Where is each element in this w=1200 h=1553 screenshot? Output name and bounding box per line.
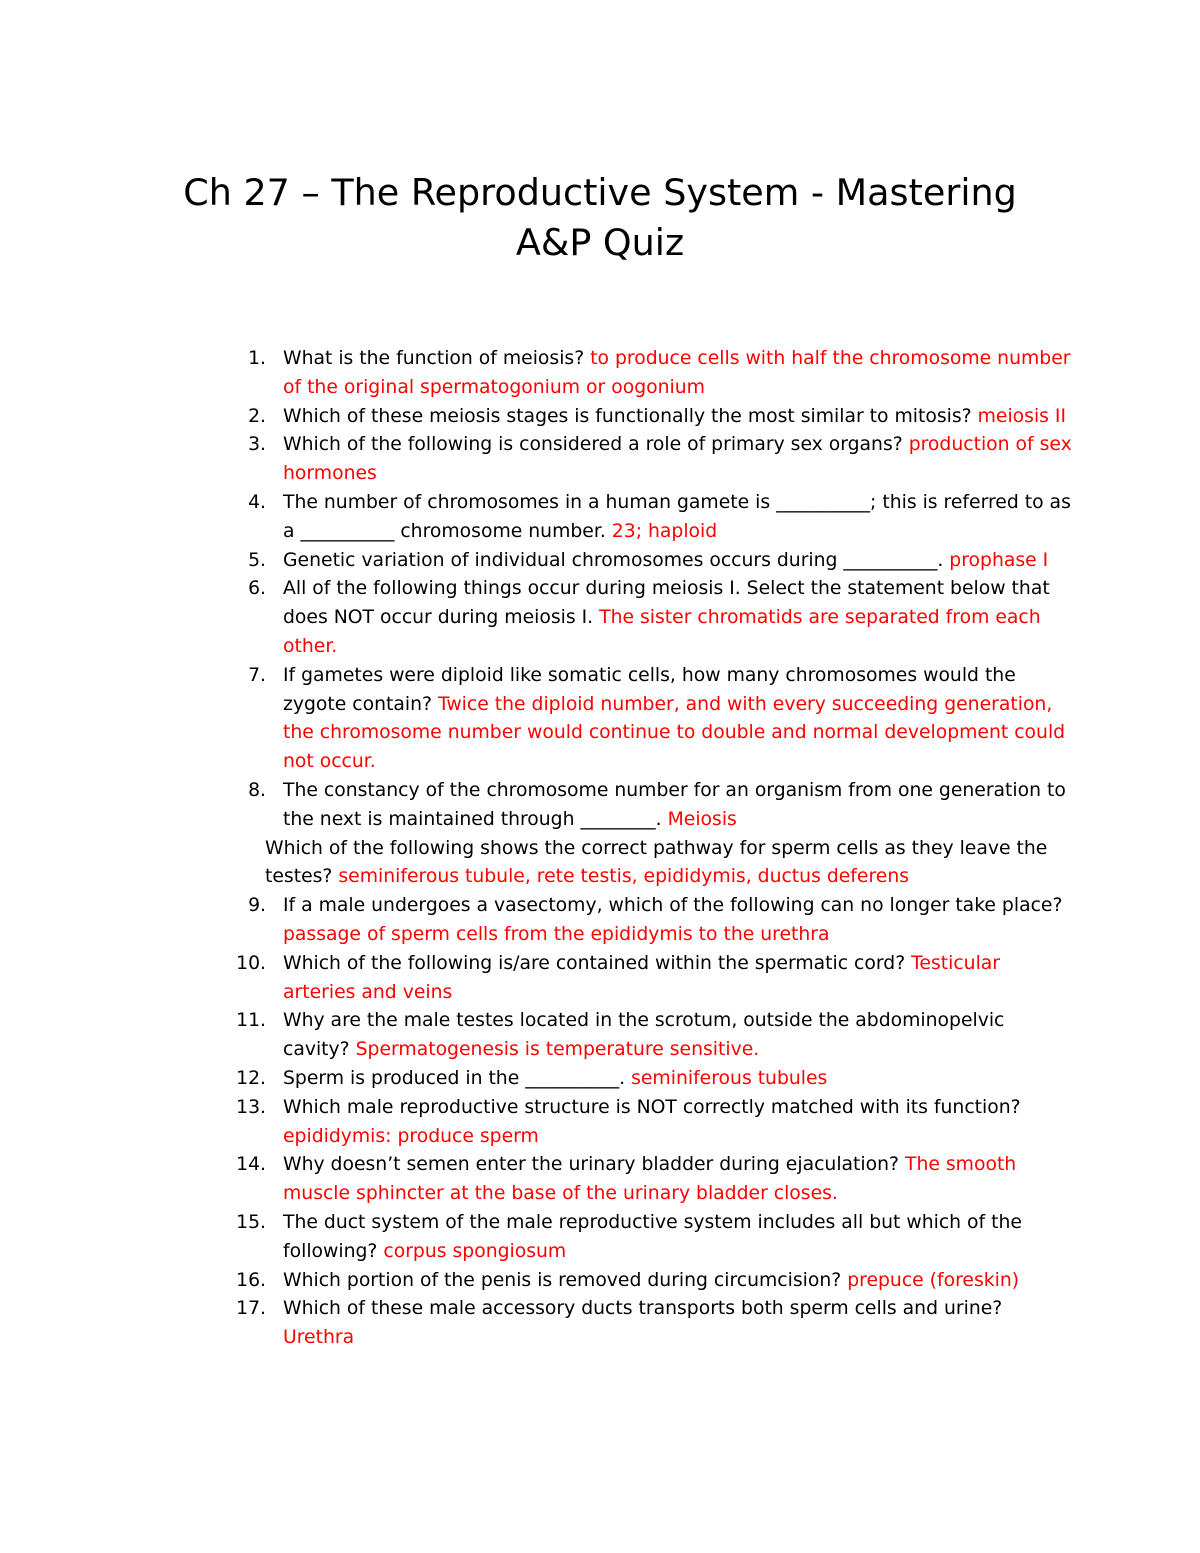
list-item [0,575,1073,661]
list-item [0,950,1073,1008]
list-item [0,1094,1073,1152]
list-item [0,1267,1073,1296]
answer-text: seminiferous tubules [631,1067,828,1089]
item-number: 12. [236,1067,266,1089]
item-number: 1. [248,348,266,369]
answer-text: The sister chromatids are separated from each other. [283,607,1041,657]
answer-text: to produce cells with half the chromosome number of the original spermatogonium or oogonium [283,348,1071,398]
list-item [0,1065,1073,1094]
list-item [0,547,1073,576]
answer-text: Testicular arteries and veins [283,952,1001,1003]
list-item [0,345,1073,403]
item-number: 11. [236,1010,266,1032]
item-number: 2. [248,405,266,427]
item-number: 15. [236,1211,266,1233]
list-item [0,403,1073,432]
list-item [0,1295,1073,1353]
item-number: 6. [248,578,266,600]
question-text: If gametes were diploid like somatic cells, how many chromosomes would the zygote contain? [283,664,1016,715]
list-item [0,835,1070,893]
question-text: Which portion of the penis is removed during circumcision? [283,1269,842,1291]
question-text: Genetic variation of individual chromosomes occurs during __________. [283,549,944,571]
answer-text: prophase I [949,549,1049,571]
question-text: Which of the following is considered a role of primary sex organs? [283,434,903,456]
question-text: All of the following things occur during meiosis I. Select the statement below that does NOT occur during meiosis I. [283,578,1050,629]
answer-text: seminiferous tubule, rete testis, epididymis, ductus deferens [338,866,910,888]
answer-text: production of sex hormones [283,434,1072,485]
list-item [0,1007,1073,1065]
item-number: 10. [236,952,266,974]
list-item [0,662,1073,777]
answer-text: epididymis: produce sperm [283,1125,539,1147]
answer-text: Spermatogenesis is temperature sensitive. [355,1039,760,1061]
item-number: 5. [248,549,266,571]
question-text: Sperm is produced in the __________. [283,1067,626,1089]
question-text: Which of these meiosis stages is functionally the most similar to mitosis? [283,405,972,427]
question-text: Which of these male accessory ducts transports both sperm cells and urine? [283,1298,1003,1320]
list-item [0,892,1073,950]
question-text: What is the function of meiosis? [283,348,585,369]
item-number: 3. [248,434,266,456]
question-text: Why are the male testes located in the scrotum, outside the abdominopelvic cavity? [283,1010,1005,1061]
item-number: 7. [248,664,266,686]
answer-text: passage of sperm cells from the epididymis to the urethra [283,923,830,945]
question-text: The duct system of the male reproductive system includes all but which of the following? [283,1211,1022,1262]
answer-text: Meiosis [667,808,737,830]
answer-text: corpus spongiosum [383,1240,567,1262]
title-line-2: A&P Quiz [515,221,685,264]
list-item [0,777,1073,835]
question-text: Which of the following is/are contained within the spermatic cord? [283,952,906,974]
item-number: 13. [236,1096,266,1118]
question-text: Why doesn’t semen enter the urinary bladder during ejaculation? [283,1154,899,1176]
list-item [0,489,1073,547]
question-list [0,345,1200,1353]
question-text: Which of the following shows the correct pathway for sperm cells as they leave the testes? [265,837,1048,888]
item-number: 9. [248,895,266,917]
item-number: 17. [236,1298,266,1320]
answer-text: Twice the diploid number, and with every succeeding generation, the chromosome number would continue to double and normal development could not occur. [283,693,1066,773]
item-number: 16. [236,1269,266,1291]
item-number: 8. [248,779,266,801]
question-text: Which male reproductive structure is NOT correctly matched with its function? [283,1096,1021,1118]
item-number: 4. [248,491,266,513]
answer-text: 23; haploid [611,520,718,542]
list-item [0,1151,1073,1209]
list-item [0,431,1073,489]
question-text: The number of chromosomes in a human gamete is __________; this is referred to as a __________ chromosome number. [283,491,1071,542]
answer-text: prepuce (foreskin) [847,1269,1020,1291]
answer-text: meiosis II [977,405,1066,427]
question-text: If a male undergoes a vasectomy, which of the following can no longer take place? [283,895,1063,917]
answer-text: The smooth muscle sphincter at the base of the urinary bladder closes. [283,1154,1017,1205]
title-line-1: Ch 27 – The Reproductive System - Mastering [183,171,1017,214]
answer-text: Urethra [283,1327,355,1349]
item-number: 14. [236,1154,266,1176]
list-item [0,1209,1073,1267]
question-text: The constancy of the chromosome number for an organism from one generation to the next is maintained through ________. [283,779,1066,830]
page-title [100,168,1100,268]
